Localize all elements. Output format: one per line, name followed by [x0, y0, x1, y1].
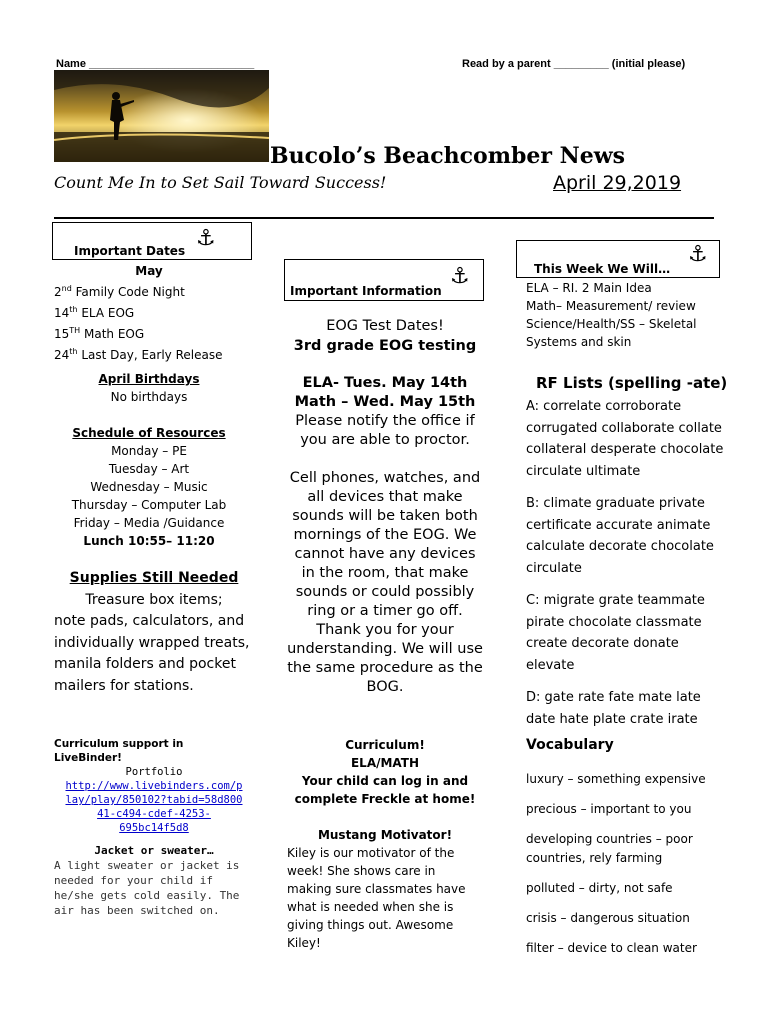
- anchor-icon: ⚓: [196, 226, 216, 251]
- birthdays-text: No birthdays: [110, 390, 188, 404]
- portfolio-label: Portfolio: [125, 766, 183, 778]
- resources-title: Schedule of Resources: [72, 426, 226, 440]
- header-divider: [54, 217, 714, 219]
- supplies-line: Treasure box items;: [85, 591, 223, 608]
- rf-lists-title: RF Lists (spelling -ate): [536, 374, 728, 392]
- curriculum-text: Your child can log in and complete Freckle at home!: [294, 774, 476, 806]
- mustang-text: Kiley is our motivator of the week! She shows care in making sure classmates have what is needed when she is giving things out. Awesome Kiley!: [287, 846, 466, 950]
- anchor-icon: ⚓: [688, 242, 708, 267]
- spelling-list-b: B: climate graduate private certificate accurate animate calculate decorate chocolate circulate: [526, 496, 714, 576]
- event-item: 14th ELA EOG: [54, 305, 135, 320]
- curriculum-support-title: Curriculum support in LiveBinder!: [54, 738, 184, 764]
- math-date: Math – Wed. May 15th: [294, 394, 476, 410]
- vocab-item: precious – important to you: [526, 802, 692, 816]
- spelling-list-d: D: gate rate fate mate late date hate plate crate irate: [526, 690, 701, 727]
- resource-item: Thursday – Computer Lab: [71, 498, 227, 512]
- vocab-item: polluted – dirty, not safe: [526, 881, 673, 895]
- resource-item: Monday – PE: [111, 444, 187, 458]
- hero-image: [54, 70, 269, 162]
- week-item: Math– Measurement/ review: [526, 299, 696, 313]
- motto: Count Me In to Set Sail Toward Success!: [54, 173, 387, 192]
- ela-date: ELA- Tues. May 14th: [302, 375, 468, 391]
- week-item: ELA – RI. 2 Main Idea: [526, 281, 652, 295]
- jacket-title: Jacket or sweater…: [94, 844, 214, 857]
- important-dates-title: Important Dates: [74, 244, 186, 258]
- proctor-note: Please notify the office if you are able to proctor.: [295, 413, 475, 448]
- vocab-item: filter – device to clean water: [526, 941, 697, 955]
- anchor-icon: ⚓: [450, 264, 470, 289]
- lunch-time: Lunch 10:55– 11:20: [83, 534, 215, 548]
- this-week-title: This Week We Will…: [534, 262, 671, 276]
- event-item: 24th Last Day, Early Release: [54, 347, 223, 362]
- name-line: Name ___________________________: [56, 58, 255, 70]
- week-item: Science/Health/SS – Skeletal Systems and skin: [526, 317, 697, 349]
- vocabulary-title: Vocabulary: [526, 737, 614, 753]
- resource-item: Tuesday – Art: [108, 462, 190, 476]
- event-item: 2nd Family Code Night: [54, 284, 185, 299]
- eog-title: EOG Test Dates!: [326, 318, 444, 334]
- important-info-title: Important Information: [290, 284, 442, 298]
- vocab-item: luxury – something expensive: [526, 772, 706, 786]
- vocab-item: crisis – dangerous situation: [526, 911, 690, 925]
- parent-initial-line: Read by a parent _________ (initial please): [462, 58, 686, 70]
- supplies-title: Supplies Still Needed: [69, 570, 239, 586]
- month-label: May: [135, 264, 163, 278]
- curriculum-subtitle: ELA/MATH: [350, 756, 420, 770]
- supplies-text: note pads, calculators, and individually wrapped treats, manila folders and pocket mailers for stations.: [54, 613, 250, 694]
- livebinder-link[interactable]: http://www.livebinders.com/p lay/play/850102?tabid=58d800 41-c494-cdef-4253- 695bc14f5d8: [65, 780, 243, 834]
- issue-date: April 29,2019: [553, 172, 682, 194]
- mustang-title: Mustang Motivator!: [317, 828, 453, 842]
- newsletter-title: Bucolo’s Beachcomber News: [270, 143, 626, 169]
- devices-note: Cell phones, watches, and all devices that make sounds will be taken both mornings of the EOG. We cannot have any devices in the room, that make sounds or could possibly ring or a timer go off. Thank you for your understanding. We will use the same procedure as the BOG.: [287, 470, 483, 695]
- resource-item: Wednesday – Music: [90, 480, 208, 494]
- spelling-list-a: A: correlate corroborate corrugated collaborate collate collateral desperate chocolate circulate ultimate: [526, 399, 724, 479]
- eog-subtitle: 3rd grade EOG testing: [293, 338, 477, 354]
- event-item: 15TH Math EOG: [54, 326, 145, 341]
- resource-item: Friday – Media /Guidance: [73, 516, 225, 530]
- birthdays-title: April Birthdays: [98, 372, 200, 386]
- vocab-item: developing countries – poor countries, rely farming: [526, 832, 693, 865]
- jacket-text: A light sweater or jacket is needed for your child if he/she gets cold easily. The air has been switched on.: [54, 859, 240, 917]
- curriculum-title: Curriculum!: [345, 738, 425, 752]
- spelling-list-c: C: migrate grate teammate pirate chocolate classmate create decorate donate elevate: [526, 593, 705, 673]
